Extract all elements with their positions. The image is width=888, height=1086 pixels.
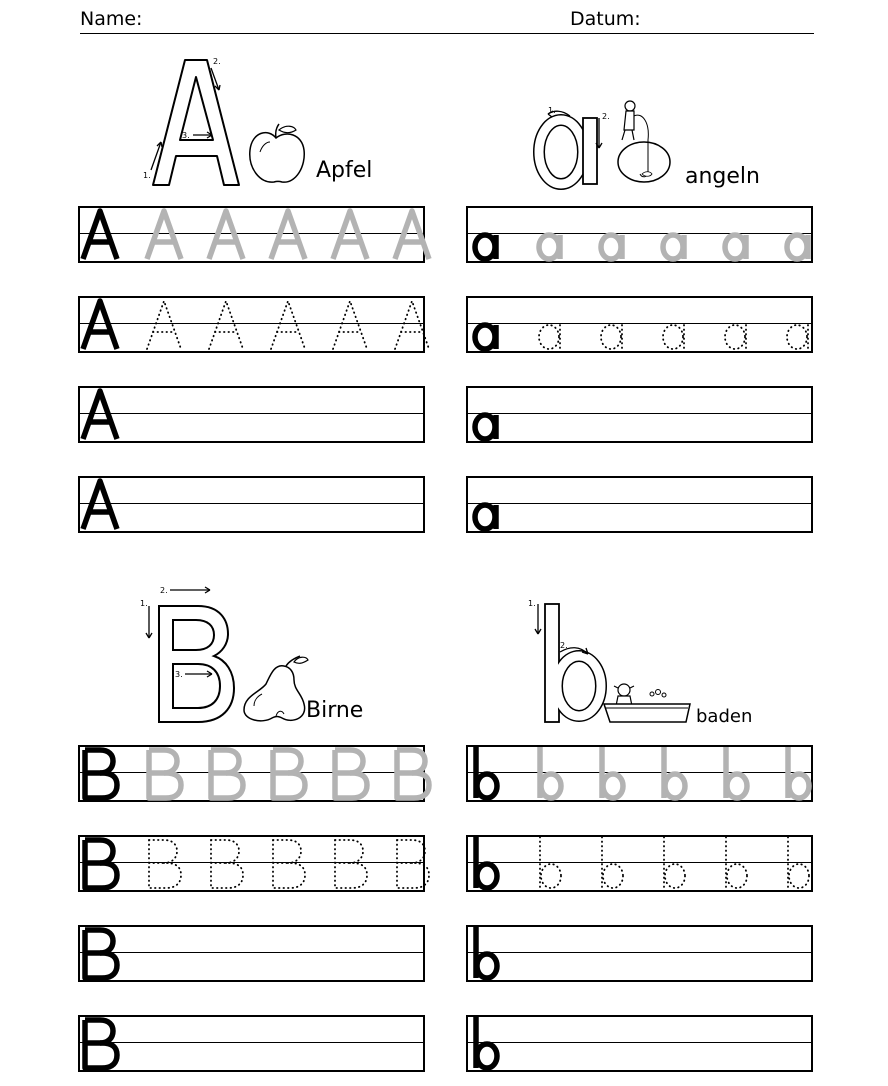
big-letter-a-illustration xyxy=(530,104,620,190)
dotted-trace-letter-a xyxy=(532,298,572,351)
stroke-number-2: 2. xyxy=(560,641,568,650)
model-letter-B xyxy=(80,747,120,800)
dotted-trace-letter-a xyxy=(656,298,696,351)
writing-row-a-1[interactable] xyxy=(466,206,813,263)
midline xyxy=(80,233,423,234)
dotted-trace-letter-B xyxy=(268,837,308,890)
dotted-trace-letter-b xyxy=(780,837,820,890)
writing-row-b-3[interactable] xyxy=(466,925,813,982)
bathtub-icon xyxy=(602,680,692,726)
model-letter-B xyxy=(80,1017,120,1070)
dotted-trace-letter-A xyxy=(268,298,308,351)
midline xyxy=(468,952,811,953)
fishing-figure-icon xyxy=(612,100,682,188)
stroke-number-3: 3. xyxy=(175,670,183,679)
model-letter-a xyxy=(468,478,508,531)
model-letter-A xyxy=(80,478,120,531)
big-letter-B-illustration xyxy=(138,582,238,726)
stroke-number-2: 2. xyxy=(602,112,610,121)
dotted-trace-letter-B xyxy=(144,837,184,890)
big-letter-A-illustration xyxy=(135,52,245,192)
stroke-number-1: 1. xyxy=(140,599,148,608)
model-letter-A xyxy=(80,388,120,441)
model-letter-b xyxy=(468,837,508,890)
writing-row-B-2[interactable] xyxy=(78,835,425,892)
date-label: Datum: xyxy=(570,8,641,30)
stroke-number-1: 1. xyxy=(143,171,151,180)
word-baden: baden xyxy=(696,706,753,727)
gray-trace-letter-A xyxy=(206,208,246,261)
midline xyxy=(468,1042,811,1043)
model-letter-A xyxy=(80,208,120,261)
gray-trace-letter-B xyxy=(268,747,308,800)
model-letter-A xyxy=(80,298,120,351)
midline xyxy=(80,1042,423,1043)
gray-trace-letter-b xyxy=(780,747,820,800)
writing-row-A-4[interactable] xyxy=(78,476,425,533)
gray-trace-letter-a xyxy=(780,208,820,261)
dotted-trace-letter-a xyxy=(718,298,758,351)
model-letter-a xyxy=(468,298,508,351)
midline xyxy=(468,323,811,324)
model-letter-B xyxy=(80,837,120,890)
midline xyxy=(468,233,811,234)
stroke-number-1: 1. xyxy=(548,106,556,115)
midline xyxy=(80,413,423,414)
dotted-trace-letter-A xyxy=(392,298,432,351)
gray-trace-letter-a xyxy=(532,208,572,261)
model-letter-b xyxy=(468,927,508,980)
writing-row-b-1[interactable] xyxy=(466,745,813,802)
word-apfel: Apfel xyxy=(316,158,373,183)
gray-trace-letter-b xyxy=(656,747,696,800)
midline xyxy=(468,503,811,504)
midline xyxy=(80,862,423,863)
word-birne: Birne xyxy=(306,698,364,723)
apple-icon xyxy=(248,122,308,188)
writing-row-a-3[interactable] xyxy=(466,386,813,443)
gray-trace-letter-b xyxy=(532,747,572,800)
writing-row-A-2[interactable] xyxy=(78,296,425,353)
gray-trace-letter-a xyxy=(656,208,696,261)
writing-row-A-3[interactable] xyxy=(78,386,425,443)
writing-row-a-4[interactable] xyxy=(466,476,813,533)
model-letter-a xyxy=(468,388,508,441)
model-letter-b xyxy=(468,1017,508,1070)
gray-trace-letter-B xyxy=(330,747,370,800)
gray-trace-letter-A xyxy=(144,208,184,261)
writing-row-b-4[interactable] xyxy=(466,1015,813,1072)
gray-trace-letter-A xyxy=(268,208,308,261)
dotted-trace-letter-B xyxy=(206,837,246,890)
gray-trace-letter-B xyxy=(144,747,184,800)
gray-trace-letter-b xyxy=(718,747,758,800)
worksheet-header xyxy=(80,8,814,34)
gray-trace-letter-a xyxy=(594,208,634,261)
model-letter-B xyxy=(80,927,120,980)
gray-trace-letter-b xyxy=(594,747,634,800)
dotted-trace-letter-a xyxy=(780,298,820,351)
writing-row-b-2[interactable] xyxy=(466,835,813,892)
writing-row-B-3[interactable] xyxy=(78,925,425,982)
midline xyxy=(80,952,423,953)
name-label: Name: xyxy=(80,8,143,30)
midline xyxy=(468,413,811,414)
gray-trace-letter-A xyxy=(392,208,432,261)
pear-icon xyxy=(240,654,310,724)
midline xyxy=(80,503,423,504)
word-angeln: angeln xyxy=(685,164,760,189)
writing-row-B-4[interactable] xyxy=(78,1015,425,1072)
model-letter-a xyxy=(468,208,508,261)
gray-trace-letter-B xyxy=(392,747,432,800)
dotted-trace-letter-A xyxy=(330,298,370,351)
dotted-trace-letter-A xyxy=(206,298,246,351)
dotted-trace-letter-B xyxy=(330,837,370,890)
stroke-number-2: 2. xyxy=(213,57,221,66)
gray-trace-letter-B xyxy=(206,747,246,800)
midline xyxy=(80,323,423,324)
dotted-trace-letter-b xyxy=(532,837,572,890)
stroke-number-3: 3. xyxy=(182,131,190,140)
writing-row-a-2[interactable] xyxy=(466,296,813,353)
gray-trace-letter-a xyxy=(718,208,758,261)
midline xyxy=(80,772,423,773)
gray-trace-letter-A xyxy=(330,208,370,261)
dotted-trace-letter-b xyxy=(594,837,634,890)
midline xyxy=(468,772,811,773)
stroke-number-1: 1. xyxy=(528,599,536,608)
writing-row-B-1[interactable] xyxy=(78,745,425,802)
dotted-trace-letter-b xyxy=(656,837,696,890)
dotted-trace-letter-A xyxy=(144,298,184,351)
dotted-trace-letter-a xyxy=(594,298,634,351)
model-letter-b xyxy=(468,747,508,800)
stroke-number-2: 2. xyxy=(160,586,168,595)
midline xyxy=(468,862,811,863)
dotted-trace-letter-b xyxy=(718,837,758,890)
writing-row-A-1[interactable] xyxy=(78,206,425,263)
dotted-trace-letter-B xyxy=(392,837,432,890)
